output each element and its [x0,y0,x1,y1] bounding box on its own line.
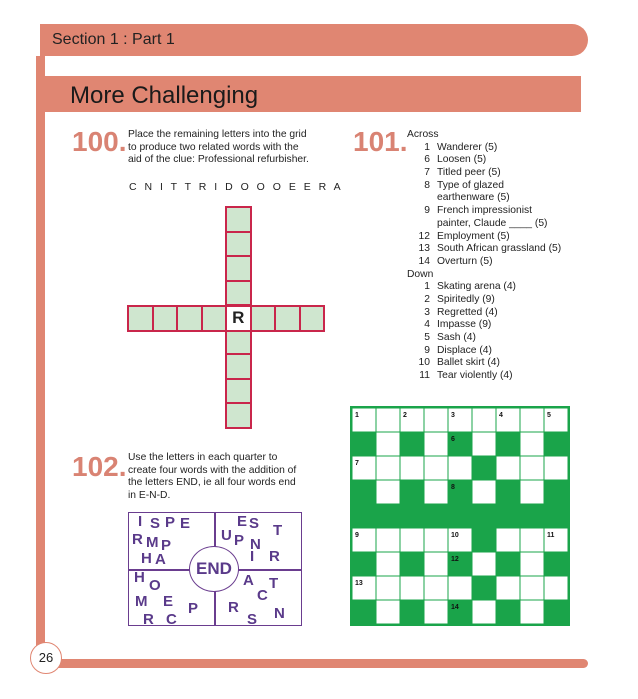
clue-number: 2 [424,293,430,305]
white-cell[interactable] [520,432,544,456]
puzzle-100-letters: C N I T T R I D O O O E E R A [129,181,344,193]
puzzle-letter: E [180,515,191,532]
block-cell [424,504,448,528]
block-cell [400,600,424,624]
clue-number: 4 [424,319,430,331]
white-cell[interactable] [424,600,448,624]
puzzle-letter: I [138,513,143,530]
puzzle-letter: H [141,550,152,567]
white-cell[interactable] [424,480,448,504]
grid-clue-number: 11 [547,532,555,539]
white-cell[interactable] [424,408,448,432]
clue-number: 12 [418,230,430,242]
clue-row [407,243,562,256]
instruction-line: to produce two related words with the [128,141,299,153]
white-cell[interactable] [424,432,448,456]
grid-clue-number: 3 [451,412,455,419]
end-circle: END [189,546,239,592]
puzzle-letter: A [243,572,254,589]
clue-text: Type of glazed [437,179,504,191]
white-cell[interactable] [424,552,448,576]
white-cell[interactable] [520,408,544,432]
puzzle-letter: R [143,611,154,628]
clue-text: Ballet skirt (4) [437,357,500,369]
clue-text: Titled peer (5) [437,167,501,179]
clue-text: Impasse (9) [437,319,492,331]
grid-cell [225,280,252,307]
grid-cell [274,305,301,332]
clue-number: 6 [424,154,430,166]
block-cell [352,504,376,528]
clue-text: Loosen (5) [437,154,487,166]
block-cell [496,432,520,456]
block-cell [376,504,400,528]
clue-row [407,357,500,370]
clue-number: 3 [424,306,430,318]
grid-cell [225,402,252,429]
grid-cell [225,231,252,258]
grid-clue-number: 4 [499,412,503,419]
page-title: More Challenging [70,82,259,109]
puzzle-letter: R [132,531,143,548]
puzzle-letter: C [257,587,268,604]
puzzle-101-clues [407,129,562,383]
puzzle-letter: C [166,611,177,628]
grid-clue-number: 8 [451,484,455,491]
puzzle-letter: I [250,548,255,565]
block-cell [496,600,520,624]
grid-cell [225,206,252,233]
down-heading: Down [407,268,434,280]
white-cell[interactable] [376,456,400,480]
clue-text: Sash (4) [437,332,476,343]
clue-number: 14 [418,255,430,267]
white-cell[interactable] [472,408,496,432]
grid-clue-number: 1 [355,412,359,419]
white-cell[interactable] [376,600,400,624]
white-cell[interactable] [448,576,472,600]
grid-clue-number: 13 [355,580,363,587]
clue-text: Displace (4) [437,344,492,356]
instruction-line: Use the letters in each quarter to [128,452,278,463]
white-cell[interactable] [424,456,448,480]
clue-text: South African grassland (5) [437,243,562,255]
grid-clue-number: 9 [355,532,359,539]
clue-number: 11 [419,370,430,382]
grid-clue-number: 7 [355,460,359,467]
grid-cell [250,305,277,332]
white-cell[interactable] [544,576,568,600]
section-label: Section 1 : Part 1 [52,31,175,48]
clue-text: Regretted (4) [437,306,498,318]
block-cell [352,552,376,576]
grid-cell [176,305,203,332]
white-cell[interactable] [376,408,400,432]
white-cell[interactable] [520,576,544,600]
clue-text: Tear violently (4) [437,370,513,382]
white-cell[interactable] [424,528,448,552]
clue-number: 1 [424,281,430,293]
clue-number: 5 [424,332,430,343]
across-clue-list [407,141,562,269]
white-cell[interactable] [376,480,400,504]
block-cell [352,600,376,624]
puzzle-100-instructions [128,129,309,167]
white-cell[interactable] [544,456,568,480]
puzzle-letter: P [161,537,172,554]
puzzle-letter: E [237,513,248,530]
instruction-line: in E-N-D. [128,489,171,501]
puzzle-102-letter-box [128,512,302,626]
block-cell [400,504,424,528]
grid-clue-number: 6 [451,436,455,443]
block-cell [496,552,520,576]
instruction-line: Place the remaining letters into the grid [128,129,307,140]
instruction-line: create four words with the addition of [128,464,297,476]
puzzle-101-crossword-grid [350,406,570,626]
clue-row [407,281,516,294]
clue-row [407,205,532,218]
block-cell [352,432,376,456]
clue-number: 10 [418,357,430,369]
clue-row [407,344,492,358]
white-cell[interactable] [520,552,544,576]
page-bottom-bar [36,659,588,668]
clue-text: Employment (5) [437,230,510,242]
puzzle-letter: H [134,569,145,586]
down-clue-list [407,281,516,383]
clue-row [407,255,493,269]
puzzle-letter: M [135,593,148,610]
puzzle-letter: R [269,548,280,565]
given-letter-cell: R [225,305,252,332]
white-cell[interactable] [496,456,520,480]
grid-clue-number: 2 [403,412,407,419]
white-cell[interactable] [376,528,400,552]
page-number: 26 [30,642,62,674]
clue-row [407,179,504,193]
white-cell[interactable] [448,456,472,480]
clue-row [407,154,487,167]
instruction-line: the letters END, ie all four words end [128,477,296,488]
clue-text: painter, Claude ____ (5) [437,217,548,229]
block-cell [544,432,568,456]
grid-clue-number: 14 [451,604,459,611]
clue-row [407,332,476,345]
puzzle-letter: O [149,577,161,594]
puzzle-letter: N [250,536,261,553]
grid-clue-number: 12 [451,556,459,563]
block-cell [496,504,520,528]
white-cell[interactable] [400,528,424,552]
white-cell[interactable] [400,576,424,600]
grid-cell [127,305,154,332]
block-cell [544,552,568,576]
clue-number: 13 [418,243,430,255]
grid-clue-number: 5 [547,412,551,419]
puzzle-letter: T [273,522,283,539]
clue-text: earthenware (5) [437,192,510,204]
white-cell[interactable] [520,600,544,624]
white-cell[interactable] [496,528,520,552]
white-cell[interactable] [376,432,400,456]
block-cell [400,432,424,456]
puzzle-letter: N [274,605,285,622]
clue-row [407,141,498,155]
clue-row [407,319,492,332]
puzzle-102-instructions [128,452,296,502]
white-cell[interactable] [496,576,520,600]
puzzle-letter: S [150,515,161,532]
block-cell [352,480,376,504]
puzzle-102-number: 102. [72,451,127,482]
clue-row [407,293,495,307]
white-cell[interactable] [472,600,496,624]
clue-row [407,192,510,205]
clue-number: 1 [424,141,430,153]
block-cell [496,480,520,504]
grid-cell [225,378,252,405]
white-cell[interactable] [520,528,544,552]
clue-number: 9 [424,344,430,356]
instruction-line: aid of the clue: Professional refurbisher. [128,154,309,165]
clue-text: Wanderer (5) [437,141,498,153]
block-cell [472,456,496,480]
clue-text: French impressionist [437,205,532,217]
white-cell[interactable] [472,432,496,456]
grid-cell [152,305,179,332]
block-cell [472,504,496,528]
white-cell[interactable] [400,456,424,480]
clue-number: 8 [424,179,430,191]
block-cell [448,504,472,528]
block-cell [544,600,568,624]
block-cell [544,504,568,528]
clue-number: 7 [424,167,430,179]
grid-cell [225,353,252,380]
grid-clue-number: 10 [451,532,459,539]
puzzle-101-number: 101. [353,126,408,157]
puzzle-letter: E [163,593,174,610]
white-cell[interactable] [472,480,496,504]
puzzle-letter: P [165,514,176,531]
white-cell[interactable] [376,552,400,576]
clue-text: Spiritedly (9) [437,293,495,305]
puzzle-letter: M [146,534,159,551]
white-cell[interactable] [472,552,496,576]
clue-text: Skating arena (4) [437,281,516,293]
clue-row [407,230,510,244]
block-cell [400,552,424,576]
white-cell[interactable] [520,456,544,480]
white-cell[interactable] [376,576,400,600]
clue-row [407,306,498,320]
block-cell [544,480,568,504]
white-cell[interactable] [520,480,544,504]
grid-cell [225,255,252,282]
page-left-stripe [36,56,45,668]
crossword-grid-svg [352,408,568,624]
puzzle-letter: A [155,551,166,568]
puzzle-letter: S [247,611,258,628]
puzzle-letter: S [249,515,260,532]
block-cell [520,504,544,528]
clue-row [407,217,548,231]
puzzle-letter: R [228,599,239,616]
block-cell [400,480,424,504]
grid-cell [299,305,326,332]
puzzle-100-number: 100. [72,126,127,157]
white-cell[interactable] [424,576,448,600]
puzzle-letter: P [234,532,245,549]
grid-cell [201,305,228,332]
puzzle-letter: U [221,527,232,544]
clue-row [407,167,501,180]
across-heading: Across [407,129,439,140]
clue-row [407,370,513,383]
puzzle-letter: T [269,575,279,592]
clue-number: 9 [424,205,430,217]
block-cell [472,528,496,552]
block-cell [472,576,496,600]
clue-text: Overturn (5) [437,255,493,267]
grid-cell [225,329,252,356]
puzzle-letter: P [188,600,199,617]
